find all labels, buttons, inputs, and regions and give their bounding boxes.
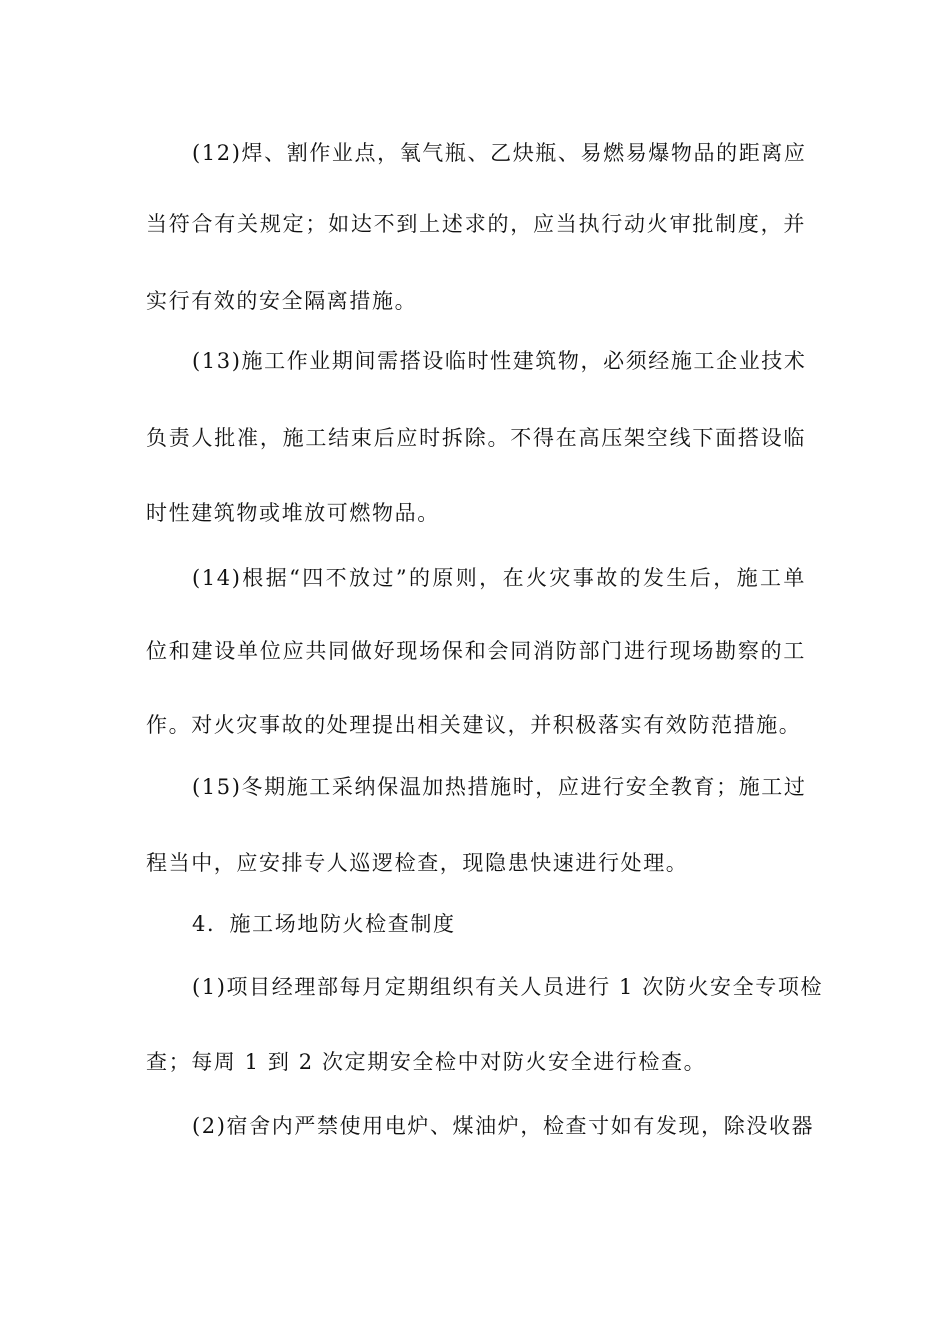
text-line: 查；每周 1 到 2 次定期安全检中对防火安全进行检查。 <box>146 1050 707 1074</box>
text-line: (13)施工作业期间需搭设临时性建筑物，必须经施工企业技术 <box>192 349 807 373</box>
text-line: (12)焊、割作业点，氧气瓶、乙炔瓶、易燃易爆物品的距离应 <box>192 141 807 165</box>
text-line: 当符合有关规定；如达不到上述求的，应当执行动火审批制度，并 <box>146 212 806 236</box>
text-line: 时性建筑物或堆放可燃物品。 <box>146 501 440 525</box>
text-line: (1)项目经理部每月定期组织有关人员进行 1 次防火安全专项检 <box>192 975 824 999</box>
text-line: 实行有效的安全隔离措施。 <box>146 289 418 313</box>
text-line: (15)冬期施工采纳保温加热措施时，应进行安全教育；施工过 <box>192 775 807 799</box>
text-line: (2)宿舍内严禁使用电炉、煤油炉，检查寸如有发现，除没收器 <box>192 1114 815 1138</box>
text-line: (14)根据“四不放过”的原则，在火灾事故的发生后，施工单 <box>192 566 806 590</box>
text-line: 位和建设单位应共同做好现场保和会同消防部门进行现场勘察的工 <box>146 639 806 663</box>
text-line: 作。对火灾事故的处理提出相关建议，并积极落实有效防范措施。 <box>146 713 802 737</box>
section-heading: 4．施工场地防火检查制度 <box>192 912 456 936</box>
text-line: 程当中，应安排专人巡逻检查，现隐患快速进行处理。 <box>146 851 689 875</box>
text-line: 负责人批准，施工结束后应时拆除。不得在高压架空线下面搭设临 <box>146 426 806 450</box>
